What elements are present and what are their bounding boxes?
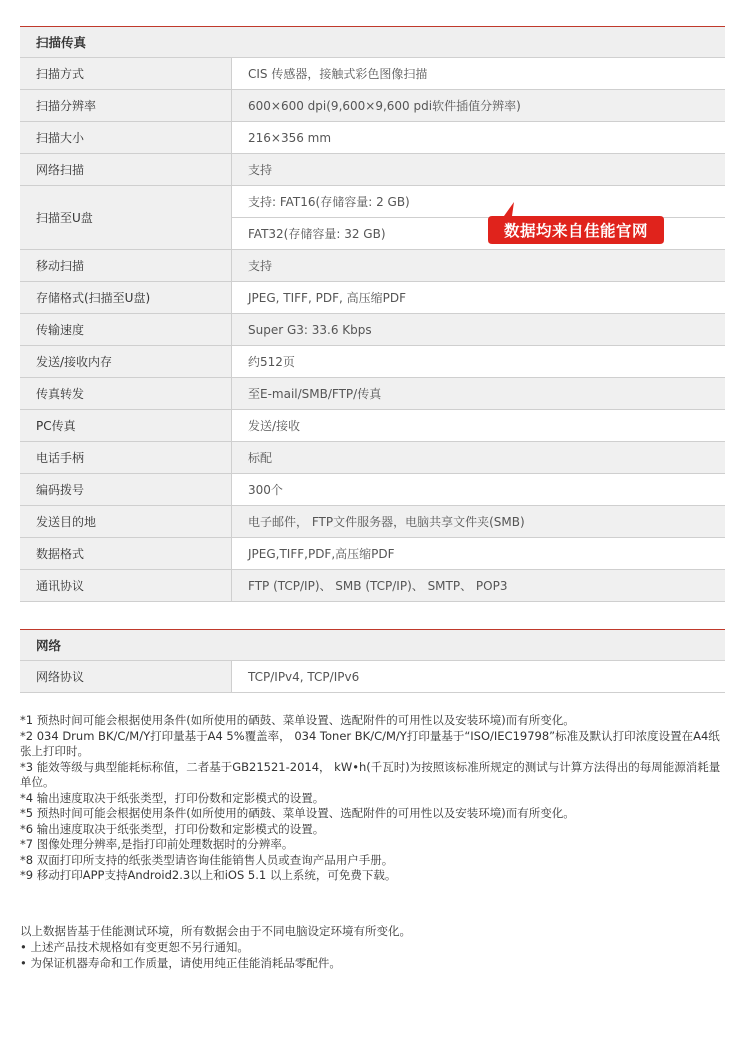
footnote: *5 预热时间可能会根据使用条件(如所使用的硒鼓、菜单设置、选配附件的可用性以及安装环境)而有所变化。 [20, 806, 575, 820]
table-row [20, 410, 725, 442]
section-title: 网络 [20, 629, 725, 661]
row-label: 发送/接收内存 [20, 346, 232, 377]
table-row [20, 250, 725, 282]
row-value: 支持 [232, 250, 725, 281]
row-value: JPEG, TIFF, PDF, 高压缩PDF [232, 282, 725, 313]
table-row [20, 442, 725, 474]
network-spec-table [20, 629, 725, 693]
footnote: *8 双面打印所支持的纸张类型请咨询佳能销售人员或查询产品用户手册。 [20, 852, 394, 867]
row-value: 标配 [232, 442, 725, 473]
row-label: 电话手柄 [20, 442, 232, 473]
row-value: 支持: FAT16(存储容量: 2 GB) [232, 186, 725, 218]
section-title: 扫描传真 [20, 26, 725, 58]
disclaimer-line: • 上述产品技术规格如有变更恕不另行通知。 [20, 940, 249, 954]
row-value: 300个 [232, 474, 725, 505]
table-row [20, 506, 725, 538]
row-value: 电子邮件， FTP文件服务器，电脑共享文件夹(SMB) [232, 506, 725, 537]
row-value: 216×356 mm [232, 122, 725, 153]
table-row [20, 58, 725, 90]
table-row [20, 661, 725, 693]
row-label: 扫描分辨率 [20, 90, 232, 121]
row-value: Super G3: 33.6 Kbps [232, 314, 725, 345]
table-row [20, 154, 725, 186]
footnote: *3 能效等级与典型能耗标称值，二者基于GB21521-2014， kW•h(千瓦时)为按照该标准所规定的测试与计算方法得出的每周能源消耗量单位。 [20, 759, 721, 789]
row-value: 支持 [232, 154, 725, 185]
row-label: 存储格式(扫描至U盘) [20, 282, 232, 313]
row-label: 传真转发 [20, 378, 232, 409]
disclaimer [20, 923, 730, 971]
row-value: 至E-mail/SMB/FTP/传真 [232, 378, 725, 409]
table-row [20, 122, 725, 154]
footnote: *6 输出速度取决于纸张类型，打印份数和定影模式的设置。 [20, 821, 325, 836]
row-label: 移动扫描 [20, 250, 232, 281]
row-value: 发送/接收 [232, 410, 725, 441]
row-value: JPEG,TIFF,PDF,高压缩PDF [232, 538, 725, 569]
row-value: 约512页 [232, 346, 725, 377]
table-row [20, 90, 725, 122]
disclaimer-line: • 为保证机器寿命和工作质量，请使用纯正佳能消耗品零配件。 [20, 956, 341, 970]
row-label: 网络协议 [20, 661, 232, 692]
row-value: TCP/IPv4, TCP/IPv6 [232, 661, 725, 692]
table-row [20, 282, 725, 314]
row-label: 数据格式 [20, 538, 232, 569]
source-callout-tag [478, 190, 664, 240]
footnote: *1 预热时间可能会根据使用条件(如所使用的硒鼓、菜单设置、选配附件的可用性以及安装环境)而有所变化。 [20, 713, 575, 727]
scan-fax-spec-table [20, 26, 725, 602]
footnote: *2 034 Drum BK/C/M/Y打印量基于A4 5%覆盖率， 034 Toner BK/C/M/Y打印量基于“ISO/IEC19798”标准及默认打印浓度设置在A4纸张上打印时。 [20, 728, 720, 758]
footnote: *7 图像处理分辨率,是指打印前处理数据时的分辨率。 [20, 837, 294, 851]
callout-text: 数据均来自佳能官网 [503, 222, 648, 240]
row-label: 扫描大小 [20, 122, 232, 153]
footnote: *9 移动打印APP支持Android2.3以上和iOS 5.1 以上系统，可免费下载。 [20, 868, 397, 882]
row-label: 传输速度 [20, 314, 232, 345]
row-label: 网络扫描 [20, 154, 232, 185]
row-value: FTP (TCP/IP)、 SMB (TCP/IP)、 SMTP、 POP3 [232, 570, 725, 601]
row-value: 600×600 dpi(9,600×9,600 pdi软件插值分辨率) [232, 90, 725, 121]
row-label: 通讯协议 [20, 570, 232, 601]
table-row [20, 474, 725, 506]
table-row [20, 346, 725, 378]
row-label: 扫描方式 [20, 58, 232, 89]
row-label: 编码拨号 [20, 474, 232, 505]
footnotes [20, 713, 730, 884]
disclaimer-line: 以上数据皆基于佳能测试环境，所有数据会由于不同电脑设定环境有所变化。 [20, 924, 411, 938]
row-label: 扫描至U盘 [20, 186, 232, 249]
table-row [20, 378, 725, 410]
row-label: PC传真 [20, 410, 232, 441]
table-row [20, 314, 725, 346]
footnote: *4 输出速度取决于纸张类型，打印份数和定影模式的设置。 [20, 790, 325, 805]
row-value: FAT32(存储容量: 32 GB) [248, 226, 386, 241]
row-value: CIS 传感器，接触式彩色图像扫描 [232, 58, 725, 89]
table-row [20, 570, 725, 602]
row-label: 发送目的地 [20, 506, 232, 537]
table-row [20, 538, 725, 570]
